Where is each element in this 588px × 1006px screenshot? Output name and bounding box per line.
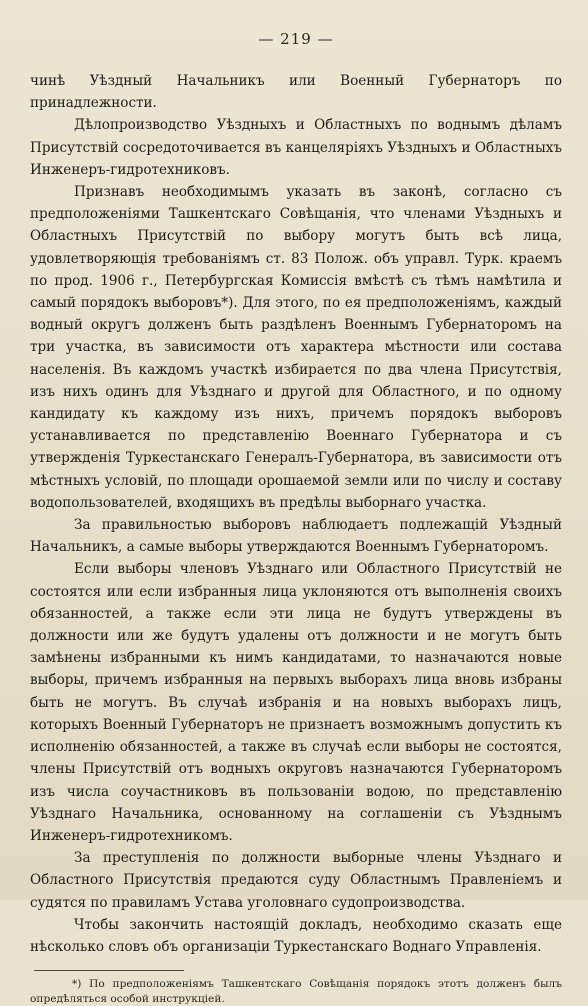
paragraph-continuation: чинѣ Уѣздный Начальникъ или Военный Губернаторъ по принадлежности. [30,73,562,112]
footnote: *) По предположеніямъ Ташкентскаго Совѣщанія порядокъ этотъ долженъ былъ опредѣляться особой инструкціей. [30,978,562,1005]
paragraph-election-procedure: Признавъ необходимымъ указать въ законѣ, согласно съ предположеніями Ташкентскаго Совѣщанія, что членами Уѣздныхъ и Областныхъ Присутствій по выбору могутъ быть всѣ лица, удовлетворяющія требованіямъ ст. 83 Полож. объ управл. Турк. краемъ по прод. 1906 г., Петербургская Комиссія вмѣстѣ съ тѣмъ намѣтила и самый порядокъ выборовъ*). Для этого, по ея предположеніямъ, каждый водный округъ долженъ быть раздѣленъ Военнымъ Губернаторомъ на три участка, въ зависимости отъ характера мѣстности или состава населенія. Въ каждомъ участкѣ избирается по два члена Присутствія, изъ нихъ одинъ для Уѣзднаго и другой для Областного, и по одному кандидату къ каждому изъ нихъ, причемъ порядокъ выборовъ устанавливается по представленію Военнаго Губернатора и съ утвержденія Туркестанскаго Генералъ-Губернатора, въ зависимости отъ мѣстныхъ условій, по площади орошаемой земли или по числу и составу водопользователей, входящихъ въ предѣлы выборнагo участка. [30,184,562,511]
body-text [30,70,562,958]
paragraph-conclusion: Чтобы закончить настоящій докладъ, необходимо сказать еще нѣсколько словъ объ организаціи Туркестанскаго Воднаго Управленія. [30,916,562,955]
paragraph-record-keeping: Дѣлопроизводство Уѣздныхъ и Областныхъ по воднымъ дѣламъ Присутствій сосредоточивается въ канцеляріяхъ Уѣздныхъ и Областныхъ Инженеръ-гидротехниковъ. [30,117,562,178]
paragraph-offences: За преступленія по должности выборные члены Уѣзднаго и Областного Присутствія предаются суду Областнымъ Правленіемъ и судятся по правиламъ Устава уголовнагo судопроизводства. [30,850,562,911]
paragraph-failed-elections: Если выборы членовъ Уѣзднаго или Областного Присутствій не состоятся или если избранныя лица уклоняются отъ выполненія своихъ обязанностей, а также если эти лица не будутъ утверждены въ должности или же будутъ удалены отъ должности и не могутъ быть замѣнены избранными къ нимъ кандидатами, то назначаются новые выборы, причемъ избранныя на первыхъ выборахъ лица вновь избраны быть не могутъ. Въ случаѣ избранія и на новыхъ выборахъ лицъ, которыхъ Военный Губернаторъ не признаетъ возможнымъ допустить къ исполненію обязанностей, а также въ случаѣ если выборы не состоятся, члены Присутствій отъ водныхъ округовъ назначаются Губернаторомъ изъ числа соучастниковъ въ пользованіи водою, по представленію Уѣзднаго Начальника, основанному на соглашеніи съ Уѣзднымъ Инженеръ-гидротехникомъ. [30,561,562,844]
page-number: — 219 — [258,30,334,48]
footnote-divider [34,970,184,971]
paragraph-election-oversight: За правильностью выборовъ наблюдаетъ подлежащій Уѣздный Начальникъ, а самые выборы утверждаются Военнымъ Губернаторомъ. [30,517,562,556]
